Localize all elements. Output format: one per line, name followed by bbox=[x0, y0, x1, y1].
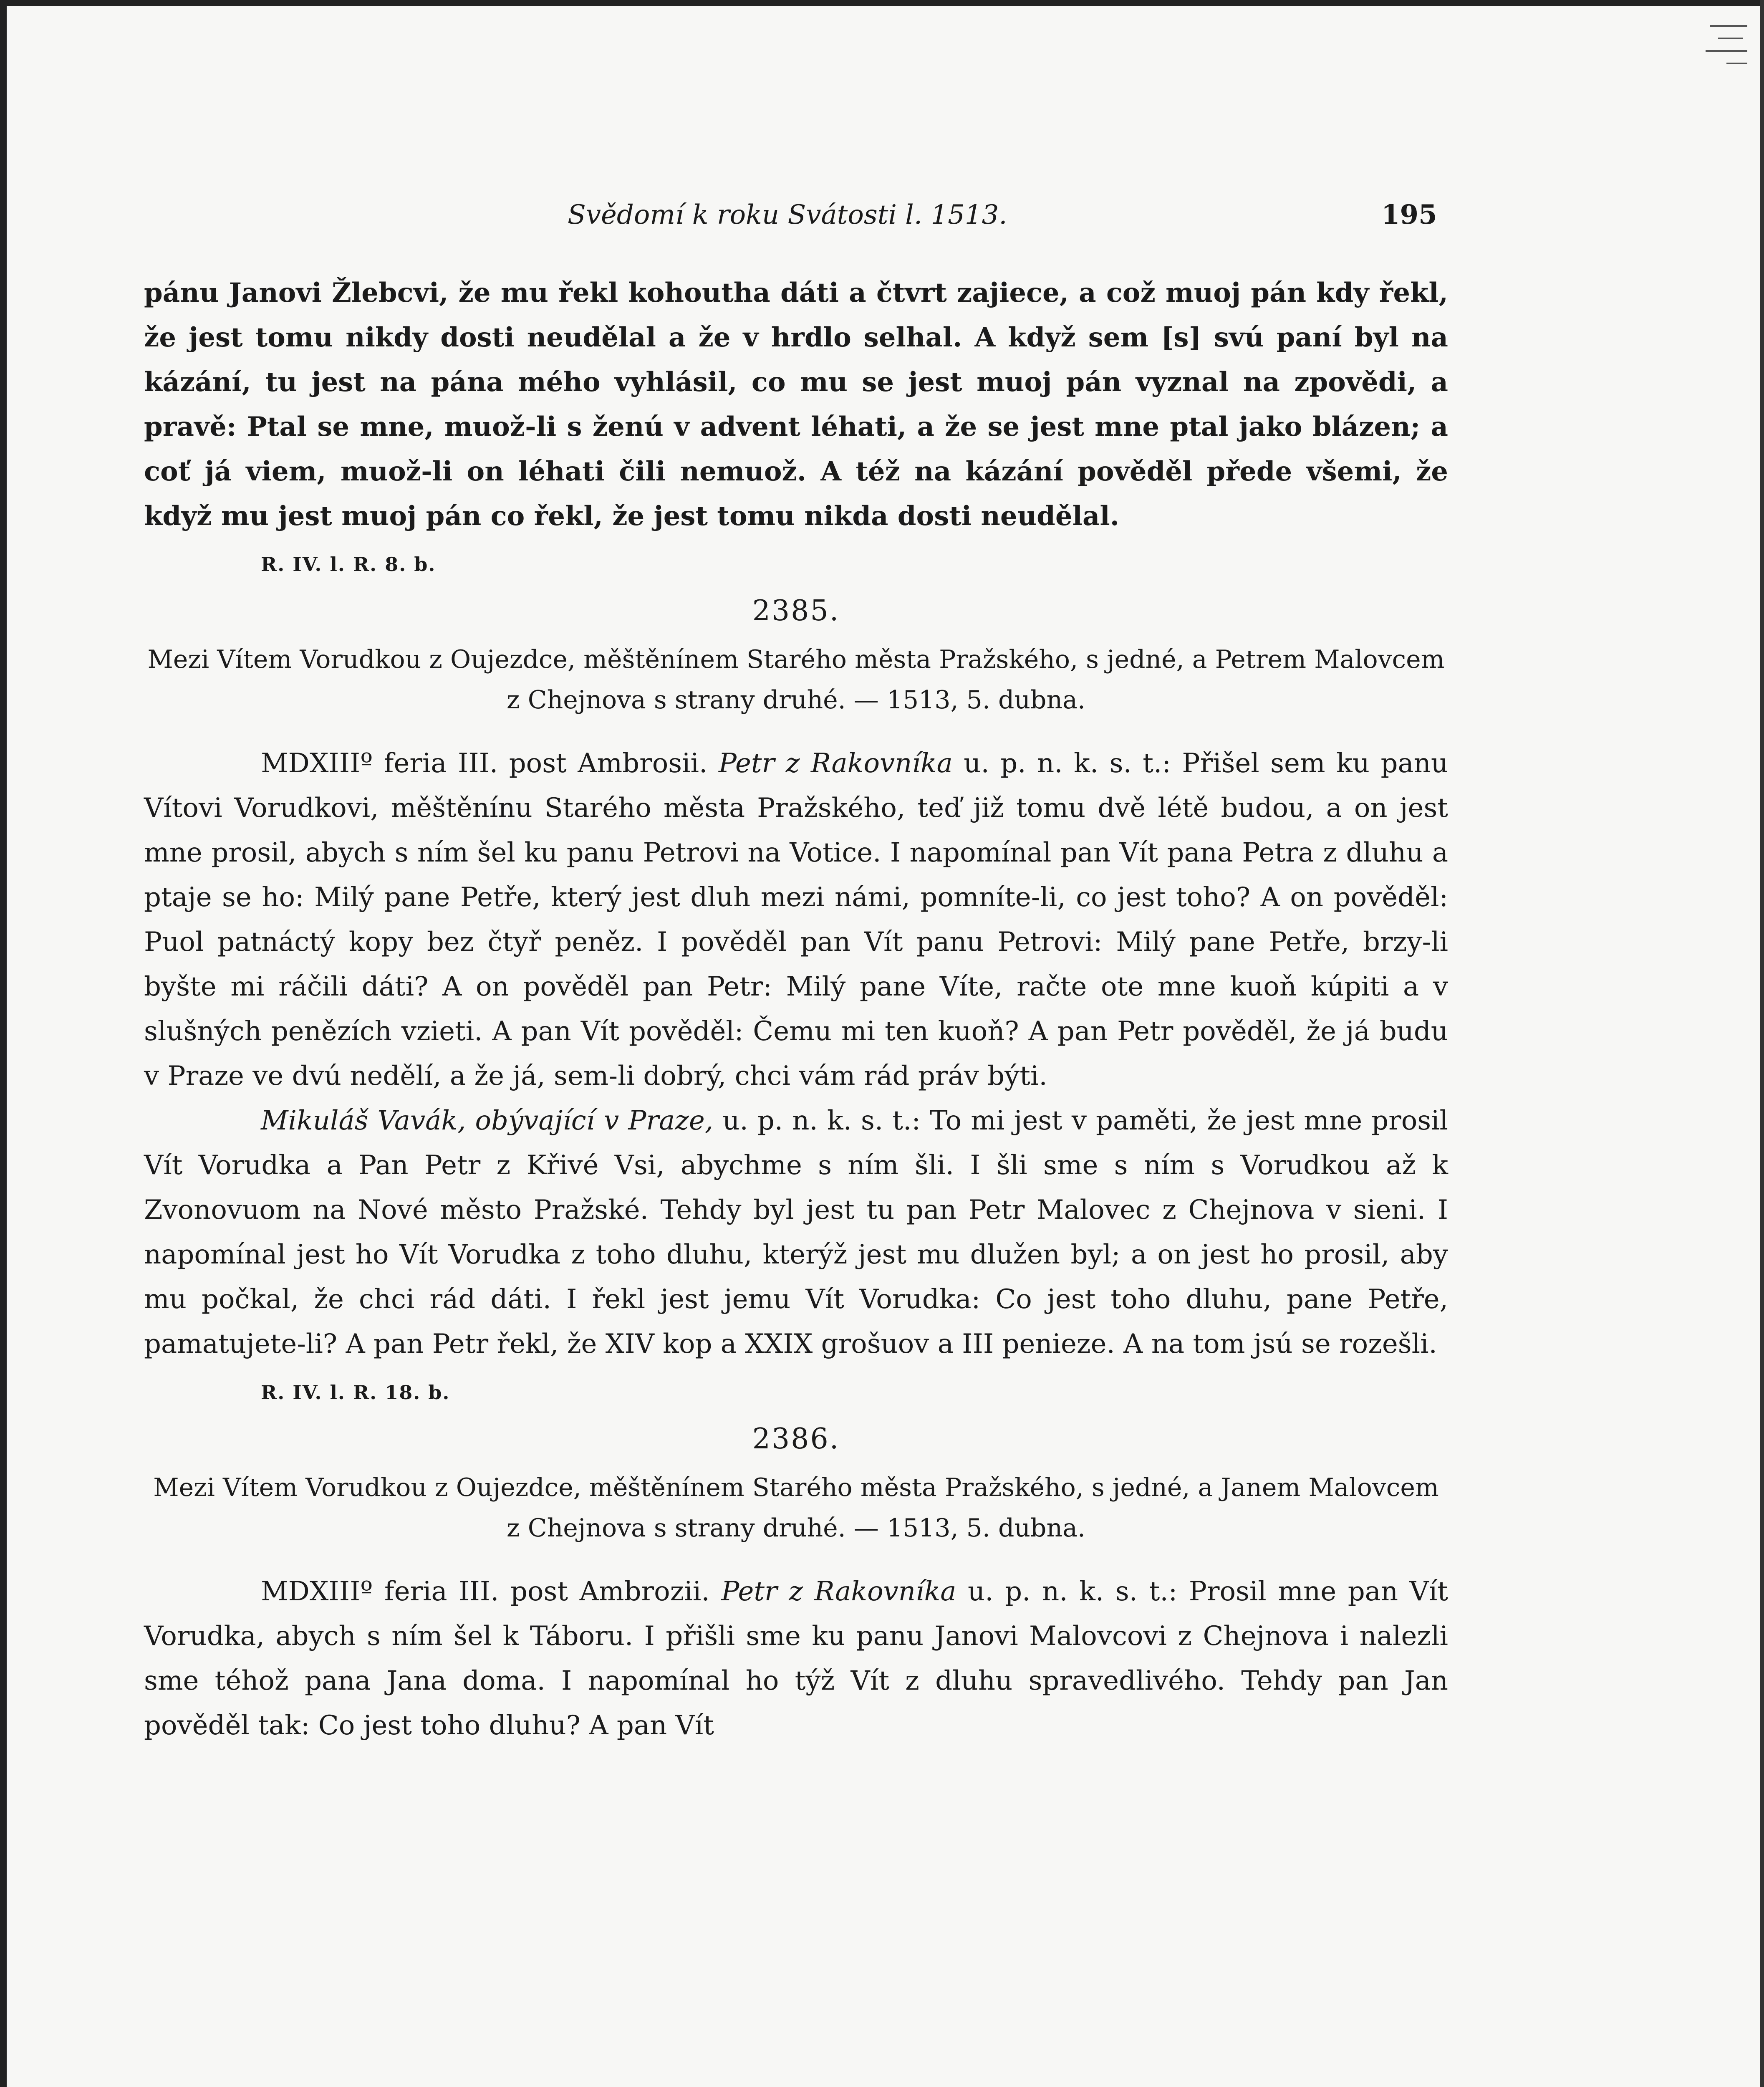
testimony-text: u. p. n. k. s. t.: Prosil mne pan Vít Vorudka, abych s ním šel k Táboru. I přišli sme ku panu Janovi Malovcovi z Chejnova i nalezli sme téhož pana Jana doma. I napomínal ho týž Vít z dluhu spravedlivého. Tehdy pan Jan pověděl tak: Co jest toho dluhu? A pan Vít bbox=[144, 1576, 1449, 1741]
continued-paragraph: pánu Janovi Žlebcvi, že mu řekl kohoutha dáti a čtvrt zajiece, a což muoj pán kdy řekl, že jest tomu nikdy dosti neudělal a že v hrdlo selhal. A když sem [s] svú paní byl na kázání, tu jest na pána mého vyhlásil, co mu se jest muoj pán vyznal na zpovědi, a pravě: Ptal se mne, muož-li s ženú v advent léhati, a že se jest mne ptal jako blázen; a coť já viem, muož-li on léhati čili nemuož. A též na kázání pověděl přede všemi, že když mu jest muoj pán co řekl, že jest tomu nikda dosti neudělal. bbox=[144, 277, 1448, 532]
page-content bbox=[144, 270, 1448, 1748]
entry-summary: Mezi Vítem Vorudkou z Oujezdce, měštěnínem Starého města Pražského, s jedné, a Petrem Malovcem z Chejnova s strany druhé. — 1513, 5. dubna. bbox=[147, 645, 1445, 715]
entry-number: 2386. bbox=[752, 1422, 840, 1455]
testimony-paragraph bbox=[144, 1099, 1448, 1367]
scan-border-right bbox=[1760, 0, 1764, 2087]
witness-name: Petr z Rakovníka bbox=[721, 1576, 956, 1607]
testimony-paragraph bbox=[144, 1569, 1448, 1748]
scan-border-left bbox=[0, 0, 7, 2087]
testimony-text: u. p. n. k. s. t.: To mi jest v paměti, že jest mne prosil Vít Vorudka a Pan Petr z Křivé Vsi, abychme s ním šli. I šli sme s ním s Vorudkou až k Zvonovuom na Nové město Pražské. Tehdy byl jest tu pan Petr Malovec z Chejnova v sieni. I napomínal jest ho Vít Vorudka z toho dluhu, kterýž jest mu dlužen byl; a on jest ho prosil, aby mu počkal, že chci rád dáti. I řekl jest jemu Vít Vorudka: Co jest toho dluhu, pane Petře, pamatujete-li? A pan Petr řekl, že XIV kop a XXIX grošuov a III penieze. A na tom jsú se rozešli. bbox=[144, 1105, 1449, 1359]
entry-number: 2385. bbox=[752, 594, 840, 627]
testimony-text: u. p. n. k. s. t.: Přišel sem ku panu Vítovi Vorudkovi, měštěnínu Starého města Pražského, teď již tomu dvě létě budou, a on jest mne prosil, abych s ním šel ku panu Petrovi na Votice. I napomínal pan Vít pana Petra z dluhu a ptaje se ho: Milý pane Petře, který jest dluh mezi námi, pomníte-li, co jest toho? A on pověděl: Puol patnáctý kopy bez čtyř peněz. I pověděl pan Vít panu Petrovi: Milý pane Petře, brzy-li byšte mi ráčili dáti? A on pověděl pan Petr: Milý pane Víte, račte ote mne kuoň kúpiti a v slušných penězích vzieti. A pan Vít pověděl: Čemu mi ten kuoň? A pan Petr pověděl, že já budu v Praze ve dvú nedělí, a že já, sem-li dobrý, chci vám rád práv býti. bbox=[144, 748, 1449, 1092]
page-number: 195 bbox=[1381, 199, 1437, 230]
witness-name: Mikuláš Vavák, obývající v Praze, bbox=[261, 1105, 714, 1136]
entry-summary: Mezi Vítem Vorudkou z Oujezdce, měštěnínem Starého města Pražského, s jedné, a Janem Malovcem z Chejnova s strany druhé. — 1513, 5. dubna. bbox=[153, 1473, 1439, 1543]
running-title: Svědomí k roku Svátosti l. 1513. bbox=[568, 200, 1007, 230]
witness-name: Petr z Rakovníka bbox=[718, 748, 953, 779]
date-line: MDXIIIº feria III. post Ambrozii. bbox=[261, 1576, 710, 1607]
scan-border-top bbox=[0, 0, 1764, 6]
date-line: MDXIIIº feria III. post Ambrosii. bbox=[261, 748, 708, 779]
testimony-paragraph bbox=[144, 741, 1448, 1099]
scan-edge-marks bbox=[1706, 21, 1751, 75]
source-reference: R. IV. l. R. 18. b. bbox=[261, 1381, 450, 1404]
source-reference: R. IV. l. R. 8. b. bbox=[261, 553, 436, 576]
